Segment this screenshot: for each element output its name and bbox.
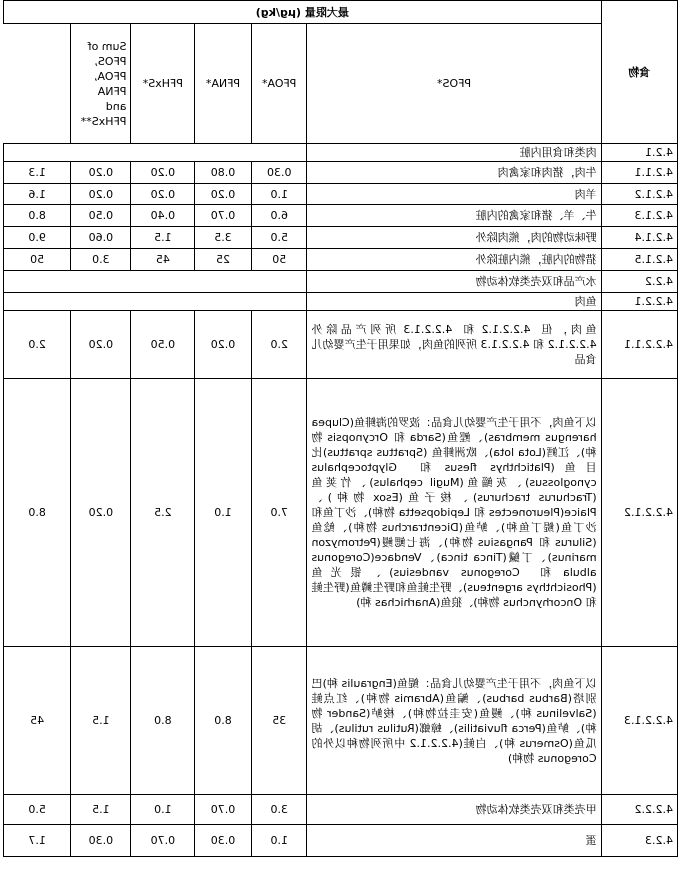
row-food: 以下鱼肉，不用于生产婴幼儿食品：鳀鱼(Engraulis 种)巴别塔(Barbus barbus)、鳊鱼(Abramis 物种)、红点鲑(Salvelinus 种)、鳗鱼(安圭拉物种)、梭鲈(Sander 物种)、鲈鱼(Perca fluviatilis)、蟑螂(Rutilus rutilus)、胡瓜鱼(Osmerus 种)、白鲑(4.2.2.1.2 中所列物种以外的 Coregonus 物种) — [307, 647, 601, 795]
row-food: 野味动物的肉，熊肉除外 — [307, 227, 601, 249]
row-value: 2.0 — [251, 311, 307, 379]
table-row — [4, 184, 678, 205]
row-food: 甲壳类和双壳类软体动物 — [307, 795, 601, 825]
row-value: 0.70 — [131, 825, 195, 857]
row-value: 0.60 — [71, 227, 131, 249]
row-value: 8.0 — [195, 647, 252, 795]
row-value: 7.0 — [251, 379, 307, 647]
row-value: 50 — [251, 249, 307, 271]
row-food: 肉类和食用内脏 — [307, 144, 601, 162]
row-value: 1.5 — [71, 647, 131, 795]
row-value: 3.5 — [195, 227, 252, 249]
row-value: 1.5 — [131, 227, 195, 249]
row-food: 羊肉 — [307, 184, 601, 205]
table-row — [4, 271, 678, 293]
row-value: 8.0 — [131, 647, 195, 795]
row-value: 0.20 — [131, 184, 195, 205]
row-blank — [4, 293, 307, 311]
row-value: 9.0 — [4, 227, 71, 249]
row-value: 50 — [4, 249, 71, 271]
table-row — [4, 647, 678, 795]
row-value: 0.30 — [71, 825, 131, 857]
row-value: 0.70 — [195, 205, 252, 227]
row-code: 4.2.2.1.3 — [601, 647, 677, 795]
row-value: 25 — [195, 249, 252, 271]
row-code: 4.2.1.2 — [601, 184, 677, 205]
row-value: 0.20 — [71, 184, 131, 205]
row-value: 0.50 — [71, 205, 131, 227]
row-value: 8.0 — [4, 205, 71, 227]
row-food: 以下鱼肉，不用于生产婴幼儿食品：波罗的海鲱鱼(Clupea harengus membras)、鲣鱼(Sarda 和 Orcynopsis 物种)、江鳕(Lota lota)、欧洲鲱鱼 (Sprattus sprattus)比目鱼(Platichthys flesus 和 Glyptocephalus cynoglossus)、灰鲻鱼(Mugil cephalus)、竹荚鱼(Trachurus trachurus)、梭子鱼(Esox 物种)、Plaice(Pleuronectes 和 Lepidopsetta 物种)、沙丁鱼和沙丁鱼(鳀丁鱼种)、鲈鱼(Dicentrarchus 物种)、鲶鱼(Silurus 和 Pangasius 物种)、海七鳃鳗(Petromyzon marinus)、丁鱥(Tinca tinca)、Vendace(Coregonus albula 和 Coregonus vandesius)、银光鱼(Phosichthys argenteus)、野生鲑鱼和野生鳟鱼(野生鲑和 Oncorhynchus 物种)、狼鱼(Anarhichas 种) — [307, 379, 601, 647]
row-food: 水产品和双壳类软体动物 — [307, 271, 601, 293]
row-value: 0.20 — [195, 311, 252, 379]
row-code: 4.2.3 — [601, 825, 677, 857]
table-row — [4, 795, 678, 825]
header-pfos: PFOS* — [307, 24, 601, 144]
row-value: 5.0 — [4, 795, 71, 825]
row-code: 4.2.2.1.1 — [601, 311, 677, 379]
row-value: 0.30 — [195, 825, 252, 857]
pfas-limits-table — [3, 0, 678, 857]
table-row — [4, 162, 678, 184]
row-code: 4.2.2.1 — [601, 293, 677, 311]
row-value: 45 — [4, 647, 71, 795]
row-value: 0.40 — [131, 205, 195, 227]
row-code: 4.2.1.3 — [601, 205, 677, 227]
row-value: 0.80 — [195, 162, 252, 184]
row-blank — [4, 144, 307, 162]
row-value: 0.30 — [251, 162, 307, 184]
row-value: 1.0 — [131, 795, 195, 825]
table-row — [4, 293, 678, 311]
row-value: 6.0 — [251, 205, 307, 227]
row-food: 牛、羊、猪和家禽的内脏 — [307, 205, 601, 227]
row-value: 3.0 — [71, 249, 131, 271]
row-code: 4.2.2.1.2 — [601, 379, 677, 647]
row-value: 35 — [251, 647, 307, 795]
row-value: 0.20 — [71, 311, 131, 379]
table-row — [4, 205, 678, 227]
mirrored-document — [3, 0, 678, 857]
table-row — [4, 144, 678, 162]
row-code: 4.2.1.4 — [601, 227, 677, 249]
row-value: 3.0 — [251, 795, 307, 825]
row-value: 1.7 — [4, 825, 71, 857]
row-value: 0.20 — [71, 379, 131, 647]
row-code: 4.2.1.5 — [601, 249, 677, 271]
header-sum: Sum of PFOS, PFOA, PFNA and PFHxS** — [71, 24, 131, 144]
row-food: 鱼肉 — [307, 293, 601, 311]
row-value: 0.70 — [195, 795, 252, 825]
row-value: 8.0 — [4, 379, 71, 647]
row-value: 1.6 — [4, 184, 71, 205]
table-row — [4, 249, 678, 271]
row-value: 2.0 — [4, 311, 71, 379]
row-code: 4.2.2 — [601, 271, 677, 293]
row-value: 45 — [131, 249, 195, 271]
row-code: 4.2.2.2 — [601, 795, 677, 825]
table-row — [4, 311, 678, 379]
header-food: 食物 — [601, 1, 677, 144]
row-value: 0.20 — [195, 184, 252, 205]
row-food: 牛肉，猪肉和家禽肉 — [307, 162, 601, 184]
row-food: 蛋 — [307, 825, 601, 857]
table-row — [4, 825, 678, 857]
header-pfna: PFNA* — [195, 24, 252, 144]
row-value: 1.5 — [71, 795, 131, 825]
row-value: 2.5 — [131, 379, 195, 647]
header-max-limit: 最大限量 (μg/kg) — [4, 1, 602, 24]
row-code: 4.2.1.1 — [601, 162, 677, 184]
row-value: 0.50 — [131, 311, 195, 379]
row-value: 1.3 — [4, 162, 71, 184]
row-code: 4.2.1 — [601, 144, 677, 162]
table-row — [4, 227, 678, 249]
row-value: 1.0 — [251, 184, 307, 205]
row-value: 0.20 — [71, 162, 131, 184]
row-food: 猎物的内脏，熊内脏除外 — [307, 249, 601, 271]
row-value: 5.0 — [251, 227, 307, 249]
row-value: 1.0 — [195, 379, 252, 647]
row-food: 鱼肉，但 4.2.2.1.2 和 4.2.2.1.3 所列产品除外 4.2.2.1.2 和 4.2.2.1.3 所列的鱼肉，如果用于生产婴幼儿食品 — [307, 311, 601, 379]
row-value: 1.0 — [251, 825, 307, 857]
header-pfhxs: PFHxS* — [131, 24, 195, 144]
header-pfoa: PFOA* — [251, 24, 307, 144]
row-blank — [4, 271, 307, 293]
row-value: 0.20 — [131, 162, 195, 184]
table-row — [4, 379, 678, 647]
